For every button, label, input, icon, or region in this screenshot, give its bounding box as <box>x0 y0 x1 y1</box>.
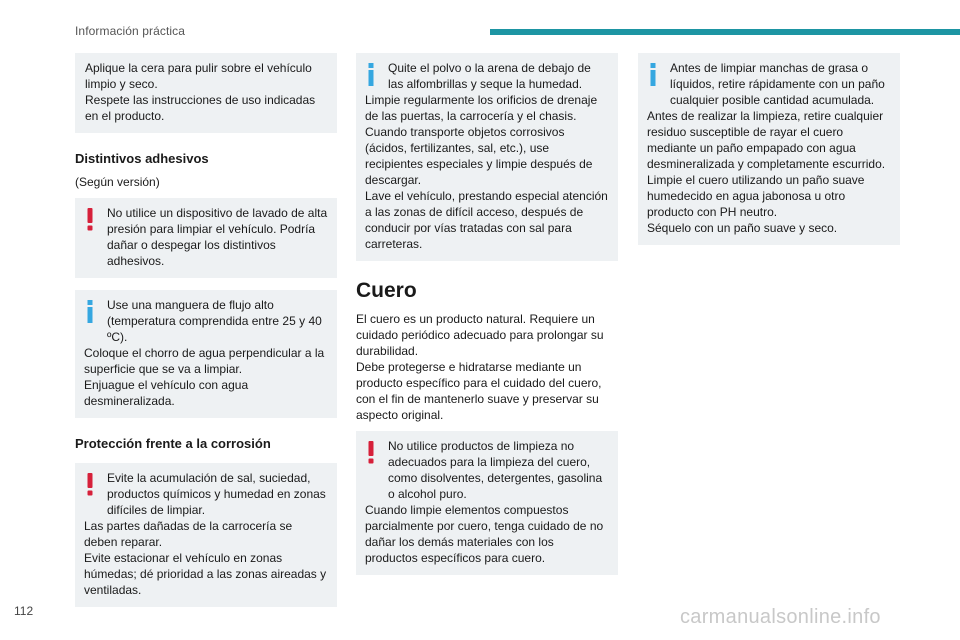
warning-text: Evite la acumulación de sal, suciedad, productos químicos y humedad en zonas difíciles de limpiar. <box>107 471 326 517</box>
info-text: Limpie el cuero utilizando un paño suave humedecido en agua jabonosa u otro producto con PH neutro. <box>647 173 865 219</box>
info-box-leather-cleaning <box>638 53 900 245</box>
info-text: Lave el vehículo, prestando especial atención a las zonas de difícil acceso, después de conducir por vías tratadas con sal para carreteras. <box>365 189 608 251</box>
section-heading-stickers: Distintivos adhesivos <box>75 151 209 166</box>
warning-box-leather <box>356 431 618 575</box>
info-text: Limpie regularmente los orificios de drenaje de las puertas, la carrocería y el chasis. <box>365 93 598 123</box>
warning-box-corrosion <box>75 463 337 607</box>
warning-exclamation-icon <box>84 472 96 496</box>
info-text: Antes de realizar la limpieza, retire cualquier residuo susceptible de rayar el cuero mediante un paño empapado con agua desmineralizada y completamente escurrido. <box>647 109 886 171</box>
page-number: 112 <box>14 604 34 618</box>
paragraph: Aplique la cera para pulir sobre el vehículo limpio y seco. <box>85 61 312 91</box>
leather-paragraph: El cuero es un producto natural. Requiere un cuidado periódico adecuado para prolongar su durabilidad. <box>356 312 604 358</box>
leather-paragraph: Debe protegerse e hidratarse mediante un producto específico para el cuidado del cuero, con el fin de mantenerlo suave y preservar su aspecto original. <box>356 360 602 422</box>
info-icon <box>647 62 659 86</box>
warning-text: Las partes dañadas de la carrocería se deben reparar. <box>84 519 293 549</box>
wax-instructions-box <box>75 53 337 133</box>
info-box-hose <box>75 290 337 418</box>
watermark: carmanualsonline.info <box>680 606 881 628</box>
section-heading-leather: Cuero <box>356 279 417 302</box>
info-box-carpets <box>356 53 618 261</box>
info-text: Coloque el chorro de agua perpendicular a la superficie que se va a limpiar. <box>84 346 325 376</box>
info-text: Enjuague el vehículo con agua desmineralizada. <box>84 378 249 408</box>
info-text: Antes de limpiar manchas de grasa o líquidos, retire rápidamente con un paño cualquier posible cantidad acumulada. <box>670 61 885 107</box>
warning-text: No utilice productos de limpieza no adecuados para la limpieza del cuero, como disolventes, detergentes, gasolina o alcohol puro. <box>388 439 603 501</box>
column-2 <box>356 53 618 575</box>
warning-text: No utilice un dispositivo de lavado de alta presión para limpiar el vehículo. Podría dañar o despegar los distintivos adhesivos. <box>107 206 328 268</box>
warning-exclamation-icon <box>365 440 377 464</box>
info-text: Quite el polvo o la arena de debajo de las alfombrillas y seque la humedad. <box>388 61 591 91</box>
info-text: Séquelo con un paño suave y seco. <box>647 221 838 235</box>
info-icon <box>84 299 96 323</box>
paragraph: Respete las instrucciones de uso indicadas en el producto. <box>85 93 316 123</box>
warning-text: Evite estacionar el vehículo en zonas húmedas; dé prioridad a las zonas aireadas y ventiladas. <box>84 551 327 597</box>
info-text: Use una manguera de flujo alto (temperatura comprendida entre 25 y 40 ºC). <box>107 298 322 344</box>
info-text: Cuando transporte objetos corrosivos (ácidos, fertilizantes, sal, etc.), use recipientes especiales y limpie después de descargar. <box>365 125 593 187</box>
warning-text: Cuando limpie elementos compuestos parcialmente por cuero, tenga cuidado de no dañar los demás materiales con los productos específicos para cuero. <box>365 503 604 565</box>
header-accent-bar <box>490 29 960 35</box>
section-heading-corrosion: Protección frente a la corrosión <box>75 436 271 451</box>
info-icon <box>365 62 377 86</box>
column-1 <box>75 53 337 607</box>
column-3 <box>638 53 900 245</box>
running-header-title: Información práctica <box>75 24 186 38</box>
warning-box-pressure-washer <box>75 198 337 278</box>
version-note: (Según versión) <box>75 175 160 189</box>
warning-exclamation-icon <box>84 207 96 231</box>
